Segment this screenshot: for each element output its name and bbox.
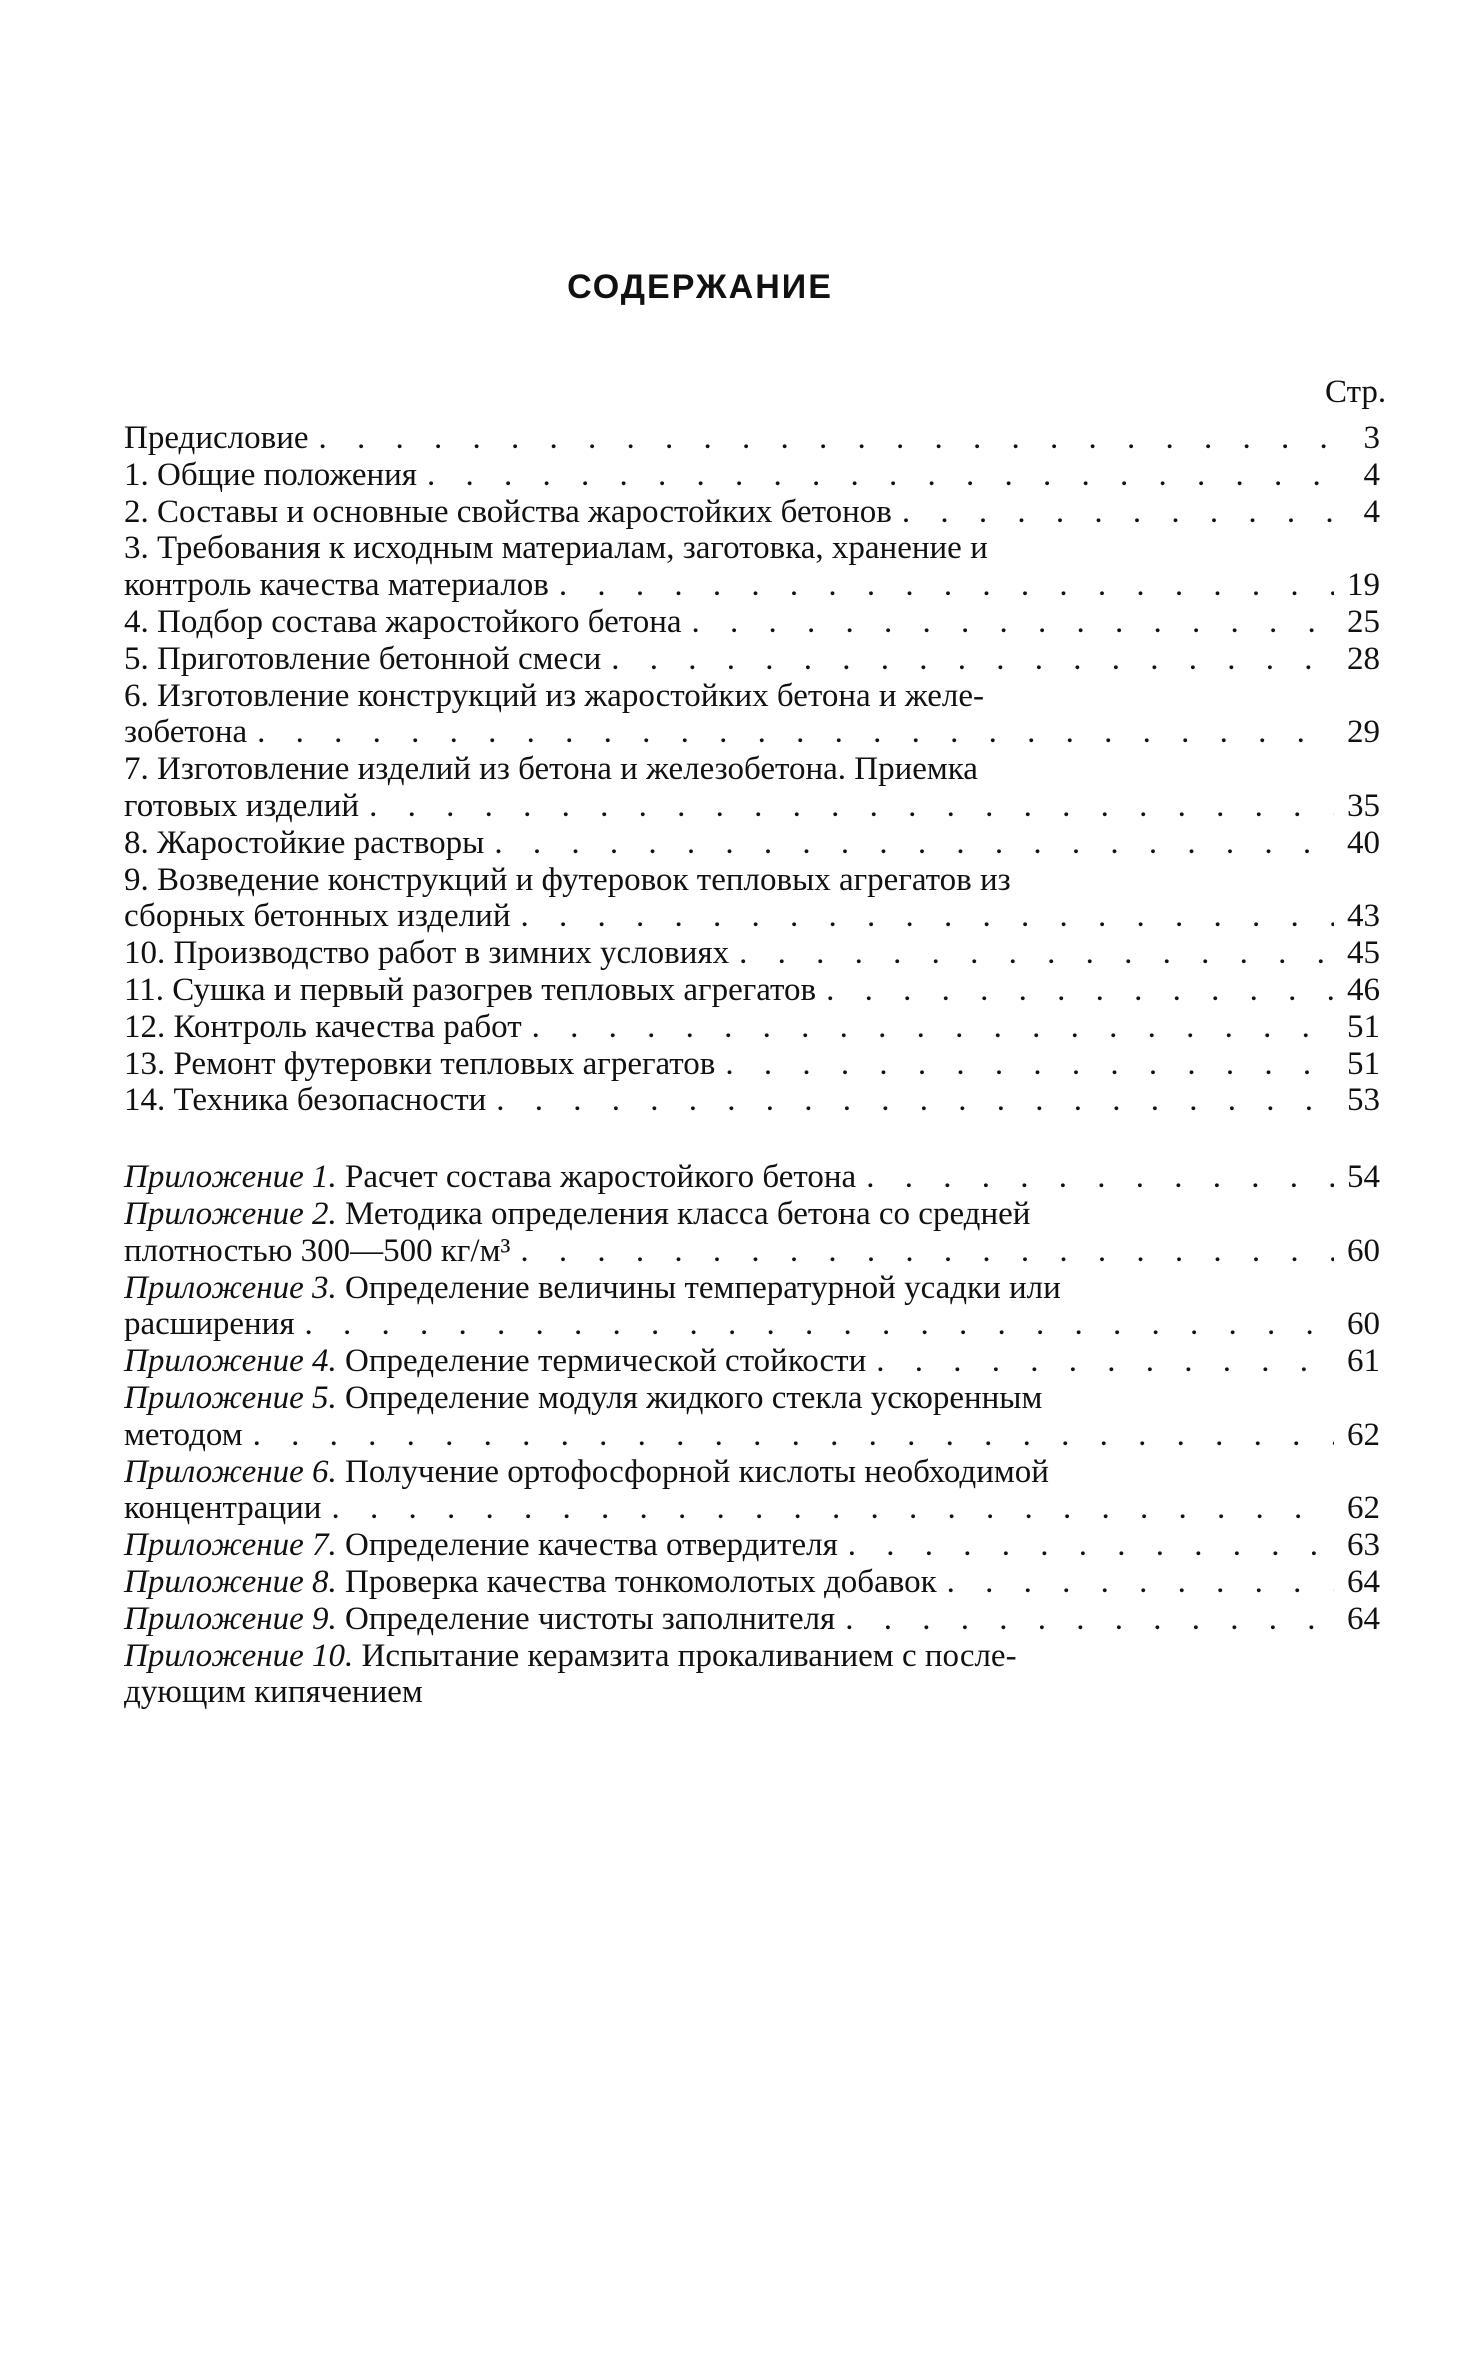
page-number: 35 [1347,787,1380,824]
appendix-entry [124,1380,1380,1454]
toc-entry-line [124,714,1380,751]
toc-entry-line [124,1009,1380,1046]
dot-leader [369,788,1334,825]
toc-entry-line [124,1454,1380,1491]
dot-leader [305,1306,1334,1343]
dot-leader [427,457,1334,494]
appendix-label: Приложение 6. [124,1453,337,1490]
toc-entry-line [124,494,1380,531]
toc-entry-text: Предисловие [124,420,309,456]
toc-entry-title [124,1159,856,1196]
dot-leader [866,1159,1334,1196]
toc-entry-title [124,604,682,641]
toc-entry-title [124,1417,243,1454]
toc-entry [124,825,1380,862]
toc-entry [124,678,1380,752]
page-number: 64 [1347,1563,1380,1600]
appendix-label: Приложение 8. [124,1563,337,1600]
toc-entry-line [124,641,1380,678]
dot-leader [559,567,1334,604]
toc-entry-line [124,1674,1380,1711]
page-number: 43 [1347,898,1380,935]
toc-entry-title [124,1527,838,1564]
dot-leader [520,1233,1334,1270]
toc-appendices [124,1159,1380,1711]
toc-entry-text: 9. Возведение конструкций и футеровок тепловых агрегатов из [124,861,1011,898]
toc-entry-line [124,862,1380,899]
toc-entry-line [124,1270,1380,1307]
toc-entry-title [124,420,309,457]
dot-leader [848,1527,1334,1564]
toc-entry-title [124,1233,510,1270]
appendix-entry [124,1159,1380,1196]
dot-leader [532,1009,1334,1046]
toc-entry-title [124,972,816,1009]
page-number: 53 [1347,1082,1380,1119]
toc-entry-title [124,935,729,972]
page-number: 51 [1347,1045,1380,1082]
toc-entry-title [124,825,484,862]
toc-entry-line [124,1343,1380,1380]
toc-entry-line [124,420,1380,457]
toc-entry-line [124,751,1380,788]
page-number: 60 [1347,1306,1380,1343]
page-number: 62 [1347,1490,1380,1527]
toc-entry-line [124,788,1380,825]
page-number: 60 [1347,1232,1380,1269]
dot-leader [494,825,1334,862]
toc-entry-line [124,1233,1380,1270]
page-number: 4 [1363,456,1380,493]
toc-entry [124,494,1380,531]
toc-entry-title [124,1564,937,1601]
toc-entry [124,457,1380,494]
dot-leader [739,935,1334,972]
toc-entry-text: методом [124,1416,243,1453]
dot-leader [520,898,1334,935]
appendix-entry [124,1564,1380,1601]
toc-entry-text: Определение величины температурной усадки или [344,1269,1061,1306]
appendix-label: Приложение 9. [124,1600,337,1637]
toc-entry-text: 6. Изготовление конструкций из жаростойких бетона и желе- [124,677,984,714]
toc-entry-text: 14. Техника безопасности [124,1082,487,1119]
toc-entry [124,1009,1380,1046]
toc-entry-text: 12. Контроль качества работ [124,1008,522,1045]
toc-entry-text: расширения [124,1306,295,1343]
appendix-label: Приложение 1. [124,1159,337,1196]
dot-leader [692,604,1334,641]
toc-entry-line [124,972,1380,1009]
toc-entry-title [124,1601,835,1638]
page-number: 45 [1347,935,1380,972]
toc-sections [124,420,1380,1119]
toc-entry-line [124,1380,1380,1417]
toc-entry-text: 8. Жаростойкие растворы [124,824,485,861]
toc-entry-title [124,641,601,678]
toc-entry [124,1082,1380,1119]
toc-entry [124,1046,1380,1083]
toc-entry-text: Испытание керамзита прокаливанием с после- [361,1637,1017,1674]
toc-entry-line [124,1490,1380,1527]
toc-entry-text: 11. Сушка и первый разогрев тепловых агрегатов [124,971,817,1008]
toc-entry-text: 10. Производство работ в зимних условиях [124,935,730,972]
toc-entry-line [124,457,1380,494]
toc-entry-title [124,1490,321,1527]
table-of-contents [124,420,1380,1711]
toc-entry-text: Определение чистоты заполнителя [344,1600,836,1637]
toc-entry-title [124,788,359,825]
toc-entry-text: Определение качества отвердителя [344,1527,838,1564]
appendix-label: Приложение 5. [124,1379,337,1416]
toc-entry-title [124,1343,866,1380]
appendix-entry [124,1638,1380,1712]
page-number: 51 [1347,1008,1380,1045]
toc-entry [124,641,1380,678]
dot-leader [947,1564,1334,1601]
appendix-label: Приложение 10. [124,1637,354,1674]
toc-entry [124,751,1380,825]
appendix-entry [124,1270,1380,1344]
toc-entry-line [124,530,1380,567]
appendix-label: Приложение 7. [124,1527,337,1564]
toc-entry-title [124,898,510,935]
toc-entry [124,935,1380,972]
toc-entry-text: сборных бетонных изделий [124,898,511,935]
dot-leader [611,641,1334,678]
page-number: 54 [1347,1159,1380,1196]
toc-entry-text: Определение термической стойкости [344,1343,867,1380]
appendix-entry [124,1601,1380,1638]
toc-entry-text: плотностью 300—500 кг/м³ [124,1232,511,1269]
toc-entry-text: 7. Изготовление изделий из бетона и железобетона. Приемка [124,751,978,788]
appendix-entry [124,1343,1380,1380]
toc-entry-title [124,494,892,531]
dot-leader [257,714,1334,751]
toc-entry-line [124,1564,1380,1601]
toc-entry-title [124,567,549,604]
toc-entry-line [124,1417,1380,1454]
toc-entry-title [124,457,417,494]
section-divider [124,1119,1380,1159]
page-column-header: Стр. [1325,374,1387,410]
toc-entry-text: 4. Подбор состава жаростойкого бетона [124,603,682,640]
page-number: 4 [1363,493,1380,530]
toc-entry-line [124,1082,1380,1119]
toc-entry-title [124,714,247,751]
toc-entry-line [124,1638,1380,1675]
page-number: 62 [1347,1416,1380,1453]
toc-entry-line [124,1601,1380,1638]
toc-entry [124,862,1380,936]
toc-entry-text: Получение ортофосфорной кислоты необходимой [344,1453,1049,1490]
dot-leader [826,972,1334,1009]
toc-entry-title [124,1082,486,1119]
toc-entry-line [124,604,1380,641]
appendix-entry [124,1527,1380,1564]
toc-entry-line [124,1159,1380,1196]
dot-leader [331,1490,1334,1527]
toc-entry-text: Расчет состава жаростойкого бетона [344,1159,857,1196]
toc-entry-text: 2. Составы и основные свойства жаростойких бетонов [124,493,892,530]
toc-entry-line [124,1046,1380,1083]
page-number: 63 [1347,1527,1380,1564]
page-number: 3 [1363,420,1380,456]
toc-entry [124,604,1380,641]
toc-entry-text: 3. Требования к исходным материалам, заготовка, хранение и [124,530,988,567]
page-number: 40 [1347,824,1380,861]
dot-leader [725,1046,1334,1083]
toc-entry-line [124,567,1380,604]
toc-entry-line [124,825,1380,862]
toc-entry [124,972,1380,1009]
toc-entry-text: Методика определения класса бетона со средней [344,1195,1031,1232]
toc-entry-text: концентрации [124,1490,322,1527]
dot-leader [902,494,1334,531]
page-number: 64 [1347,1600,1380,1637]
toc-entry [124,420,1380,457]
page-number: 28 [1347,640,1380,677]
toc-entry-line [124,1196,1380,1233]
toc-entry-text: 13. Ремонт футеровки тепловых агрегатов [124,1045,716,1082]
page-number: 29 [1347,714,1380,751]
page-title: СОДЕРЖАНИЕ [567,268,833,306]
toc-entry-title [124,1674,423,1710]
dot-leader [253,1417,1334,1454]
page-number: 19 [1347,567,1380,604]
appendix-label: Приложение 2. [124,1195,337,1232]
toc-entry-text: дующим кипячением [124,1674,423,1711]
toc-entry-line [124,1527,1380,1564]
dot-leader [496,1082,1334,1119]
page-number: 46 [1347,971,1380,1008]
toc-entry-line [124,1306,1380,1343]
toc-entry [124,530,1380,604]
toc-entry-title [124,1306,295,1343]
toc-entry-text: Определение модуля жидкого стекла ускоренным [344,1379,1043,1416]
appendix-label: Приложение 4. [124,1343,337,1380]
toc-entry-line [124,898,1380,935]
dot-leader [845,1601,1334,1638]
toc-entry-title [124,1046,715,1083]
appendix-label: Приложение 3. [124,1269,337,1306]
toc-entry-title [124,1009,522,1046]
toc-entry-line [124,678,1380,715]
page-number: 25 [1347,603,1380,640]
dot-leader [876,1343,1334,1380]
toc-entry-text: зобетона [124,714,248,751]
dot-leader [319,420,1335,457]
toc-entry-text: 1. Общие положения [124,456,417,493]
toc-entry-text: 5. Приготовление бетонной смеси [124,640,602,677]
appendix-entry [124,1196,1380,1270]
appendix-entry [124,1454,1380,1528]
toc-entry-text: Проверка качества тонкомолотых добавок [344,1563,937,1600]
page-number: 61 [1347,1343,1380,1380]
toc-entry-text: контроль качества материалов [124,567,549,604]
toc-entry-text: готовых изделий [124,787,360,824]
toc-entry-line [124,935,1380,972]
